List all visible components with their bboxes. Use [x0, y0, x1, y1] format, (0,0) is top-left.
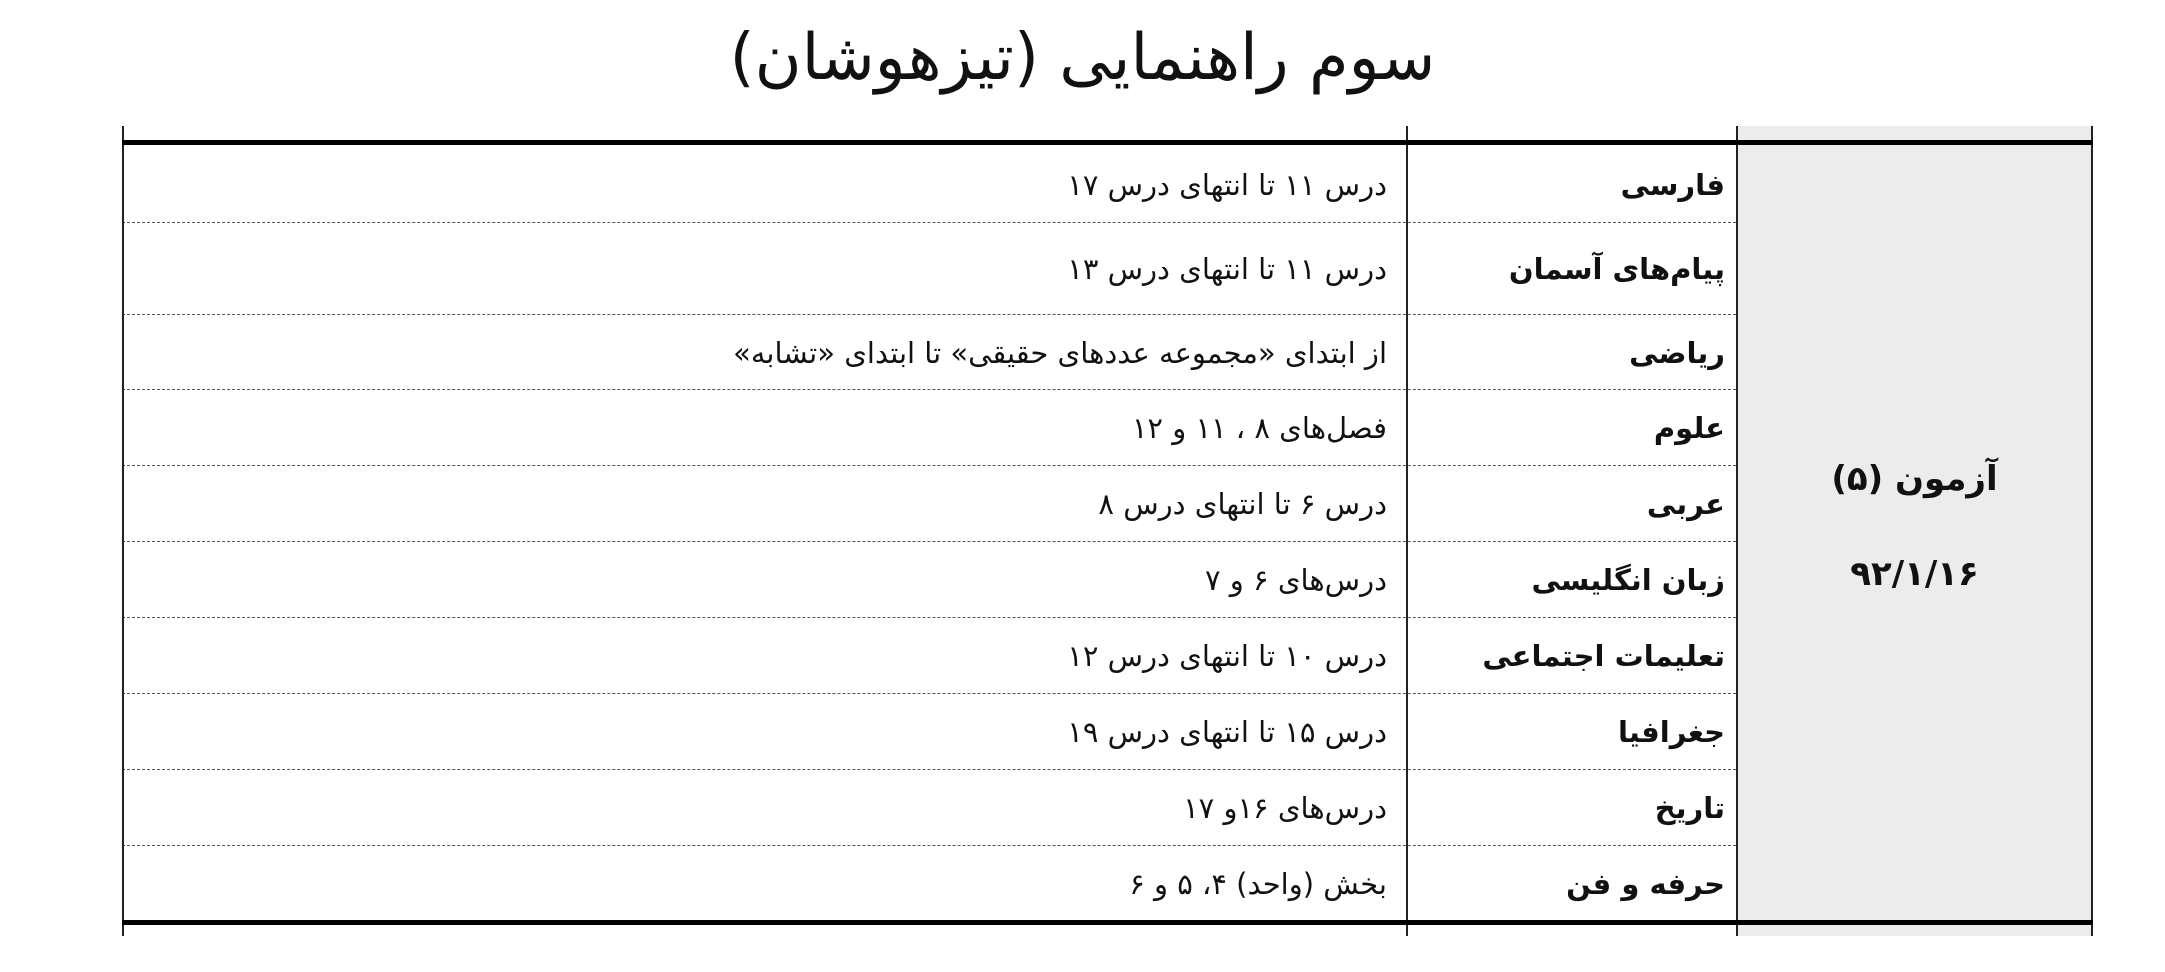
- scope-cell: درس ۱۱ تا انتهای درس ۱۷: [1067, 167, 1387, 202]
- scope-cell: درس ۱۱ تا انتهای درس ۱۳: [1067, 252, 1387, 286]
- table-border-right: [2091, 126, 2093, 936]
- table-row: [122, 694, 1736, 770]
- subject-cell: فارسی: [1620, 167, 1725, 202]
- table-row: [122, 618, 1736, 694]
- exam-date: ۹۲/۱/۱۶: [1850, 554, 1979, 594]
- table-row: [122, 223, 1736, 315]
- table-row: [122, 770, 1736, 846]
- table-row: [122, 315, 1736, 390]
- table-border-left: [122, 126, 124, 936]
- subject-cell: پیام‌های آسمان: [1508, 252, 1725, 286]
- table-row: [122, 542, 1736, 618]
- scope-cell: درس ۱۵ تا انتهای درس ۱۹: [1067, 715, 1387, 749]
- scope-cell: درس‌های ۱۶و ۱۷: [1183, 791, 1387, 825]
- scope-cell: فصل‌های ۸ ، ۱۱ و ۱۲: [1131, 411, 1387, 445]
- subject-cell: حرفه و فن: [1566, 867, 1725, 901]
- page-title: سوم راهنمایی (تیزهوشان): [729, 21, 1436, 95]
- scope-cell: از ابتدای «مجموعه عددهای حقیقی» تا ابتدای «تشابه»: [733, 335, 1387, 370]
- table-row: [122, 466, 1736, 542]
- column-divider: [1406, 126, 1408, 936]
- subject-cell: تعلیمات اجتماعی: [1482, 639, 1725, 673]
- table-bottom-rule: [122, 920, 2093, 925]
- scope-cell: بخش (واحد) ۴، ۵ و ۶: [1129, 867, 1387, 901]
- subject-cell: علوم: [1653, 411, 1725, 445]
- subject-cell: زبان انگلیسی: [1531, 563, 1725, 597]
- table-row: [122, 146, 1736, 223]
- subject-cell: عربی: [1646, 487, 1725, 521]
- column-divider: [1736, 126, 1738, 936]
- subject-cell: تاریخ: [1654, 791, 1725, 825]
- table-row: [122, 846, 1736, 922]
- exam-name: آزمون (۵): [1831, 459, 1998, 499]
- scope-cell: درس ۶ تا انتهای درس ۸: [1098, 487, 1387, 521]
- exam-schedule-table: [122, 126, 2093, 936]
- table-top-rule: [122, 140, 2093, 145]
- table-row: [122, 390, 1736, 466]
- exam-column: [1736, 126, 2093, 936]
- scope-cell: درس ۱۰ تا انتهای درس ۱۲: [1067, 639, 1387, 673]
- subject-cell: ریاضی: [1629, 335, 1725, 370]
- scope-cell: درس‌های ۶ و ۷: [1205, 563, 1387, 597]
- subject-cell: جغرافیا: [1618, 715, 1725, 749]
